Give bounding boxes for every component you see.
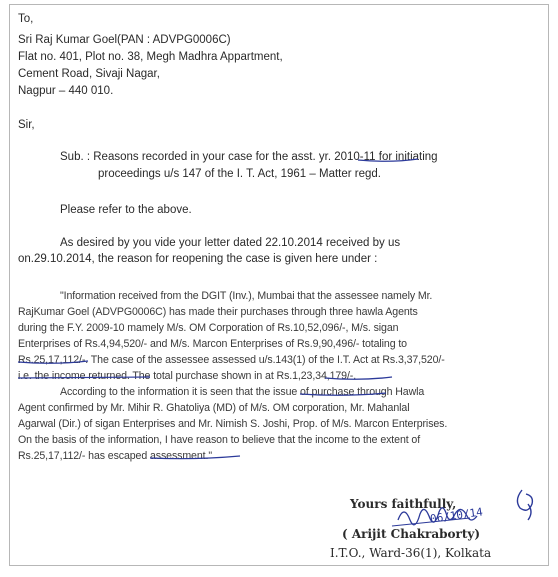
- body-line: on.29.10.2014, the reason for reopening the case is given here under :: [18, 253, 378, 265]
- address-line: Flat no. 401, Plot no. 38, Megh Madhra Appartment,: [18, 51, 283, 63]
- handwritten-date: 06/10/14: [429, 505, 484, 526]
- closing-line: Yours faithfully,: [350, 497, 457, 511]
- quote-line: Rs.25,17,112/-. The case of the assessee assessed u/s.143(1) of the I.T. Act at Rs.3,37,520/-: [18, 354, 445, 366]
- quote-line: Enterprises of Rs.4,94,520/- and M/s. Marcon Enterprises of Rs.9,90,496/- totaling to: [18, 338, 407, 350]
- address-line: Nagpur – 440 010.: [18, 85, 114, 97]
- signatory-name: ( Arijit Chakraborty): [342, 527, 481, 541]
- subject-line: Sub. : Reasons recorded in your case for the asst. yr. 2010-11 for initiating: [60, 151, 438, 163]
- quote-line: "Information received from the DGIT (Inv.), Mumbai that the assessee namely Mr.: [60, 290, 433, 302]
- quote-line: Rs.25,17,112/- has escaped assessment.": [18, 450, 212, 462]
- quote-line: According to the information it is seen that the issue of purchase through Hawla: [60, 386, 425, 398]
- signatory-designation: I.T.O., Ward-36(1), Kolkata: [330, 546, 492, 560]
- quote-line: Agarwal (Dir.) of sigan Enterprises and Mr. Nimish S. Joshi, Prop. of M/s. Marcon Enterprises.: [18, 418, 448, 430]
- body-line: As desired by you vide your letter dated 22.10.2014 received by us: [60, 237, 401, 249]
- refer-line: Please refer to the above.: [60, 204, 192, 216]
- quote-line: On the basis of the information, I have reason to believe that the income to the extent of: [18, 434, 421, 446]
- address-line: Cement Road, Sivaji Nagar,: [18, 68, 160, 80]
- quote-line: RajKumar Goel (ADVPG0006C) has made their purchases through three hawla Agents: [18, 306, 418, 318]
- addressee-name: Sri Raj Kumar Goel(PAN : ADVPG0006C): [18, 34, 231, 46]
- to-line: To,: [18, 13, 34, 25]
- quote-line: i.e. the income returned. The total purchase shown in at Rs.1,23,34,179/-.: [18, 370, 357, 382]
- salutation: Sir,: [18, 119, 35, 131]
- quote-line: during the F.Y. 2009-10 mamely M/s. OM Corporation of Rs.10,52,096/-, M/s. sigan: [18, 322, 399, 334]
- subject-line: proceedings u/s 147 of the I. T. Act, 1961 – Matter regd.: [98, 168, 381, 180]
- quote-line: Agent confirmed by Mr. Mihir R. Ghatoliya (MD) of M/s. OM corporation, Mr. Mahanlal: [18, 402, 410, 414]
